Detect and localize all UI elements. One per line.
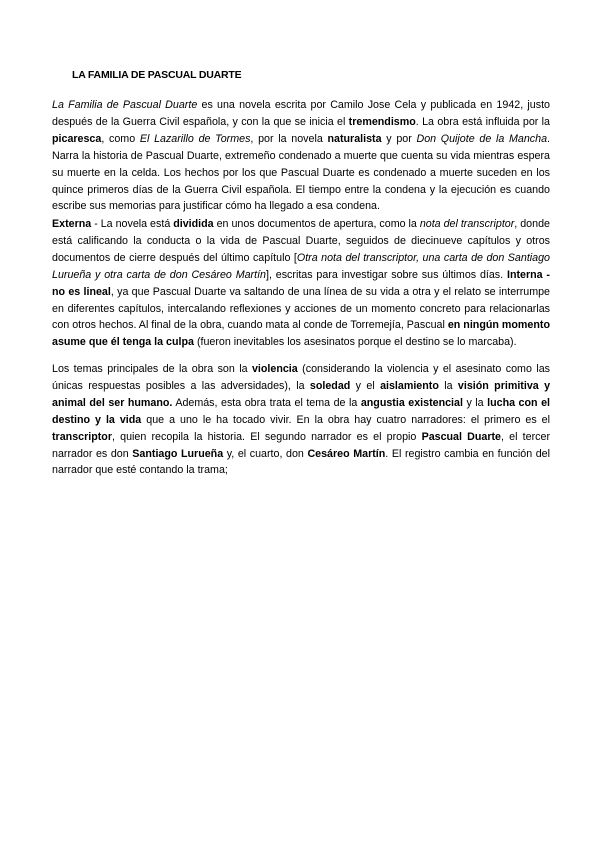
text-run: y, el cuarto, don (223, 447, 308, 460)
text-run: (fueron inevitables los asesinatos porque el destino se lo marcaba). (193, 336, 517, 349)
italic-text: nota del transcriptor (419, 218, 515, 230)
text-run: Además, esta obra trata el tema de la (172, 396, 361, 409)
bold-text: violencia (251, 363, 298, 375)
italic-text: Don Quijote de la Mancha (416, 132, 548, 145)
text-run: Los temas principales de la obra son la (52, 363, 252, 375)
bold-text: angustia existencial (360, 396, 463, 409)
text-run: ], escritas para investigar sobre sus últimos días. (266, 268, 507, 281)
document-title: LA FAMILIA DE PASCUAL DUARTE (72, 69, 242, 81)
bold-text: naturalista (327, 132, 382, 145)
text-run: , ya que Pascual Duarte va saltando de una línea de su vida a otra y el relato se interrumpe en diferentes capítulos, intercalando reflexiones y acciones de un momento concreto para relacionarlas con otros hechos. Al final de la obra, cuando mata al conde de Torremejía, Pascual (52, 285, 550, 332)
text-run: y por (381, 132, 417, 145)
text-run: la (438, 379, 458, 392)
bold-text: dividida (173, 218, 214, 230)
paragraph-introduction (52, 97, 550, 215)
text-run: , quien recopila la historia. El segundo narrador es el propio (111, 430, 422, 443)
bold-text: soledad (309, 379, 351, 392)
text-run: . El registro cambia en función del narrador que esté contando la trama; (52, 447, 550, 477)
bold-text: Cesáreo Martín (307, 447, 386, 460)
text-run: . Narra la historia de Pascual Duarte, extremeño condenado a muerte que cuenta su vida mientras espera su muerte en la celda. Los hechos por los que Pascual Duarte es condenado a muerte suceden en los quince primeros días de la Guerra Civil española. El tiempo entre la condena y la ejecución es cuando escribe sus memorias para justificar cómo ha llegado a esa condena. (52, 132, 551, 213)
text-run: en unos documentos de apertura, como la (213, 218, 420, 230)
text-run: , el tercer narrador es don (52, 430, 550, 460)
bold-text: en ningún momento asume que él tenga la culpa (52, 319, 550, 349)
text-run: que a uno le ha tocado vivir. En la obra hay cuatro narradores: el primero es el (141, 413, 551, 426)
bold-text: Pascual Duarte (421, 430, 502, 443)
bold-text: lucha con el destino y la vida (52, 396, 550, 426)
text-run: - La novela está (91, 218, 174, 230)
paragraph-structure (52, 216, 550, 351)
text-run: , donde está calificando la conducta o la vida de Pascual Duarte, seguidos de diecinueve capítulos y otros documentos de cierre después del último capítulo [ (52, 218, 550, 264)
text-run: y la (462, 396, 488, 409)
italic-text: La Familia de Pascual Duarte (52, 99, 198, 111)
bold-text: tremendismo (348, 115, 416, 128)
bold-text: Externa (52, 218, 92, 230)
italic-text: Otra nota del transcriptor, una carta de don Santiago Lurueña y otra carta de don Cesáreo Martín (52, 251, 550, 281)
text-run: es una novela escrita por Camilo Jose Cela y publicada en 1942, justo después de la Guerra Civil española, y con la que se inicia el (52, 99, 550, 128)
bold-text: transcriptor (52, 430, 112, 443)
bold-text: Interna - no es lineal (52, 268, 550, 298)
bold-text: Santiago Lurueña (132, 447, 224, 460)
bold-text: aislamiento (380, 379, 439, 392)
text-run: y el (350, 379, 381, 392)
italic-text: El Lazarillo de Tormes (139, 132, 251, 145)
text-run: , por la novela (250, 132, 328, 145)
paragraph-themes (52, 361, 550, 479)
text-run: . La obra está influida por la (415, 115, 550, 128)
bold-text: visión primitiva y animal del ser humano. (52, 379, 551, 409)
bold-text: picaresca (52, 132, 102, 145)
text-run: , como (101, 132, 140, 145)
text-run: (considerando la violencia y el asesinato como las únicas respuestas posibles a las adversidades), la (52, 363, 550, 392)
